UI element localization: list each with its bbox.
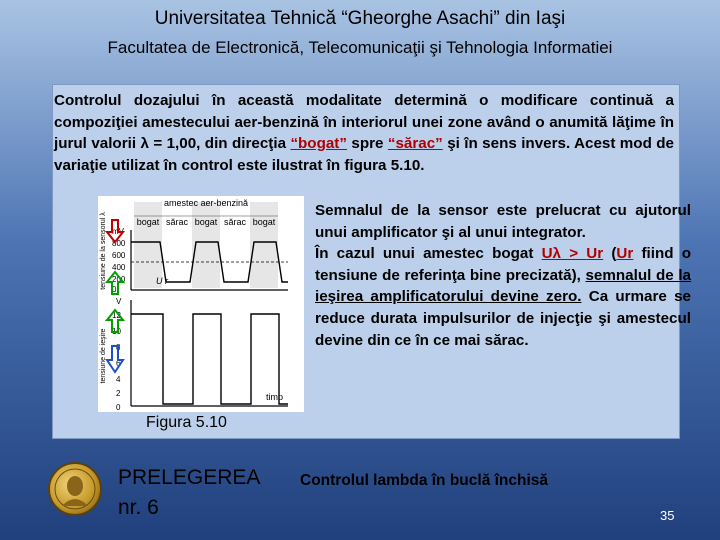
output-axis-label: tensiune de ieşire bbox=[100, 328, 107, 384]
university-seal-icon bbox=[48, 462, 102, 516]
figure-panel bbox=[98, 196, 304, 412]
sarac-term: “sărac” bbox=[387, 135, 443, 153]
mixture-title: amestec aer-benzină bbox=[163, 198, 249, 208]
expl-text-3: ( bbox=[603, 245, 617, 263]
top-unit: mV bbox=[112, 227, 124, 236]
expl-text-4: fiind o tensiune de referinţa bine precizată), bbox=[315, 245, 691, 284]
university-title: Universitatea Tehnică “Gheorghe Asachi” din Iaşi bbox=[154, 8, 566, 29]
figure-caption: Figura 5.10 bbox=[146, 414, 227, 431]
bogat-term: “bogat” bbox=[290, 135, 347, 153]
u-ref-term: Ur bbox=[586, 245, 604, 263]
blue-down-arrow-icon bbox=[107, 346, 123, 372]
top-tick-400: 400 bbox=[112, 263, 126, 272]
expl-text-1: Semnalul de la sensor este prelucrat cu ajutorul unui amplificator şi al unui integrator. bbox=[315, 202, 691, 241]
lecture-title: PRELEGEREA bbox=[118, 466, 261, 489]
bottom-tick-12: 12 bbox=[112, 311, 121, 320]
page-number: 35 bbox=[660, 508, 675, 523]
faculty-title: Facultatea de Electronică, Telecomunicaţii şi Tehnologia Informatiei bbox=[107, 38, 613, 57]
bottom-tick-8: 8 bbox=[116, 343, 121, 352]
ur-label: U r bbox=[156, 276, 168, 286]
bottom-tick-4: 4 bbox=[116, 375, 121, 384]
figure-diagram bbox=[98, 196, 304, 412]
output-waveform bbox=[131, 314, 288, 404]
sensor-axis-label: tensiune de la sensorul λ bbox=[100, 212, 107, 290]
output-zero-text: semnalul de la ieşirea amplificatorului devine zero. bbox=[315, 266, 691, 306]
greater-than-sign: > bbox=[561, 245, 587, 263]
top-tick-800: 800 bbox=[112, 239, 126, 248]
time-axis-label: timp bbox=[266, 392, 284, 402]
intro-text-3: şi în sens invers. Acest mod de variaţie utilizat în control este ilustrat în figura 5.10. bbox=[54, 135, 675, 174]
top-tick-600: 600 bbox=[112, 251, 126, 260]
u-lambda-term: Uλ bbox=[541, 245, 562, 263]
label-bogat-2: bogat bbox=[194, 217, 218, 227]
explanation-paragraph bbox=[315, 200, 691, 351]
expl-text-5: Ca urmare se reduce durata impulsurilor de injecţie şi amestecul devine din ce în ce mai sărac. bbox=[315, 288, 691, 349]
intro-paragraph bbox=[54, 90, 674, 176]
label-sarac-1: sărac bbox=[165, 217, 189, 227]
label-sarac-2: sărac bbox=[223, 217, 247, 227]
top-tick-0: 0 bbox=[112, 285, 117, 294]
bottom-tick-2: 2 bbox=[116, 389, 121, 398]
lecture-number: nr. 6 bbox=[118, 496, 159, 519]
bottom-tick-10: 10 bbox=[112, 327, 121, 336]
expl-text-2: În cazul unui amestec bogat bbox=[315, 245, 542, 263]
lecture-topic: Controlul lambda în buclă închisă bbox=[300, 472, 549, 489]
intro-text-1: Controlul dozajului în această modalitate determină o modificare continuă a compoziţiei amestecului aer-benzină în interiorul unei zone având o anumită lăţime în jurul valorii λ = 1,00, din direcţia bbox=[54, 92, 674, 153]
bottom-unit: V bbox=[116, 297, 122, 306]
label-bogat-1: bogat bbox=[136, 217, 160, 227]
u-ref-term-2: Ur bbox=[616, 245, 634, 263]
bottom-tick-6: 6 bbox=[116, 359, 121, 368]
top-tick-200: 200 bbox=[112, 275, 126, 284]
label-bogat-3: bogat bbox=[252, 217, 276, 227]
bottom-tick-0: 0 bbox=[116, 403, 121, 412]
intro-text-2: spre bbox=[346, 135, 388, 153]
